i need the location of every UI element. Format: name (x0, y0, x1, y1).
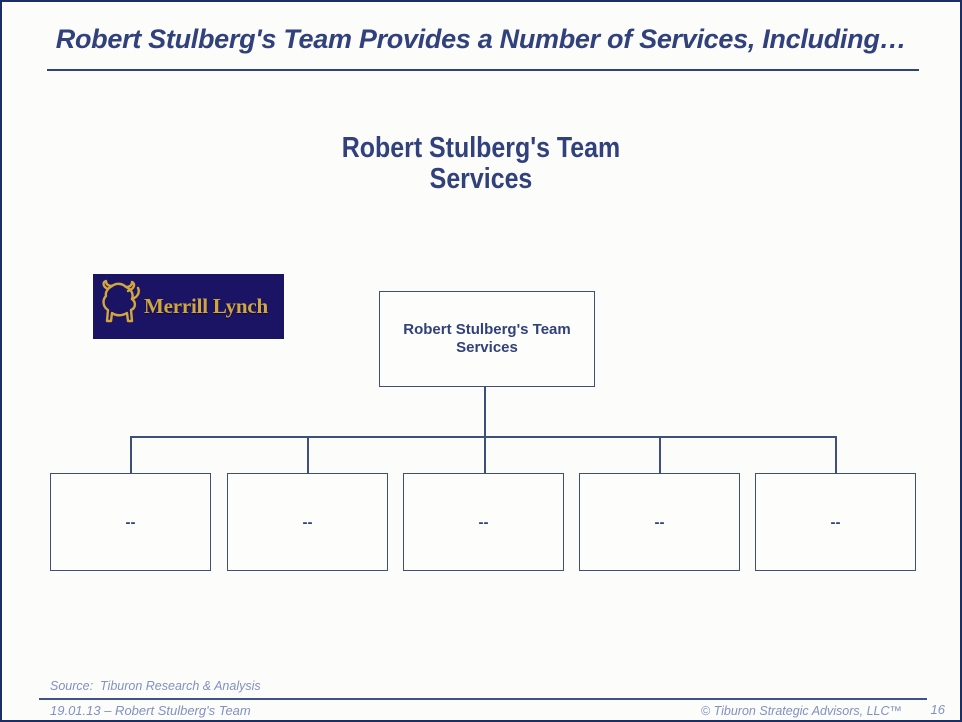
footer-date-title: 19.01.13 – Robert Stulberg's Team (50, 703, 251, 718)
org-root-label (403, 321, 570, 357)
connector-drop-3 (484, 438, 486, 473)
org-child-box-3 (403, 473, 564, 571)
merrill-lynch-logo (93, 274, 284, 339)
org-child-box-4 (579, 473, 740, 571)
org-child-label-4: -- (654, 513, 665, 531)
bull-icon (98, 278, 144, 333)
connector-drop-5 (835, 438, 837, 473)
org-child-label-1: -- (125, 513, 136, 531)
org-child-label-2: -- (302, 513, 313, 531)
title-divider (47, 69, 919, 71)
org-child-box-2 (227, 473, 388, 571)
org-root-box (379, 291, 595, 387)
connector-drop-4 (659, 438, 661, 473)
org-child-label-5: -- (830, 513, 841, 531)
connector-drop-2 (307, 438, 309, 473)
page-number: 16 (930, 702, 945, 717)
chart-heading-line1: Robert Stulberg's Team (341, 132, 621, 164)
connector-drop-1 (130, 438, 132, 473)
chart-heading (69, 133, 893, 195)
org-child-label-3: -- (478, 513, 489, 531)
org-child-box-1 (50, 473, 211, 571)
connector-root-stem (484, 387, 486, 436)
footer-copyright: © Tiburon Strategic Advisors, LLC™ (700, 704, 902, 718)
merrill-lynch-wordmark: Merrill Lynch (144, 294, 268, 318)
source-note: Source: Tiburon Research & Analysis (50, 679, 261, 693)
org-child-box-5 (755, 473, 916, 571)
slide-title: Robert Stulberg's Team Provides a Number of Services, Including… (55, 24, 907, 54)
chart-heading-line2: Services (429, 163, 533, 195)
footer-divider (39, 698, 927, 700)
org-root-label-line1: Robert Stulberg's Team (403, 321, 571, 338)
org-root-label-line2: Services (456, 339, 518, 356)
